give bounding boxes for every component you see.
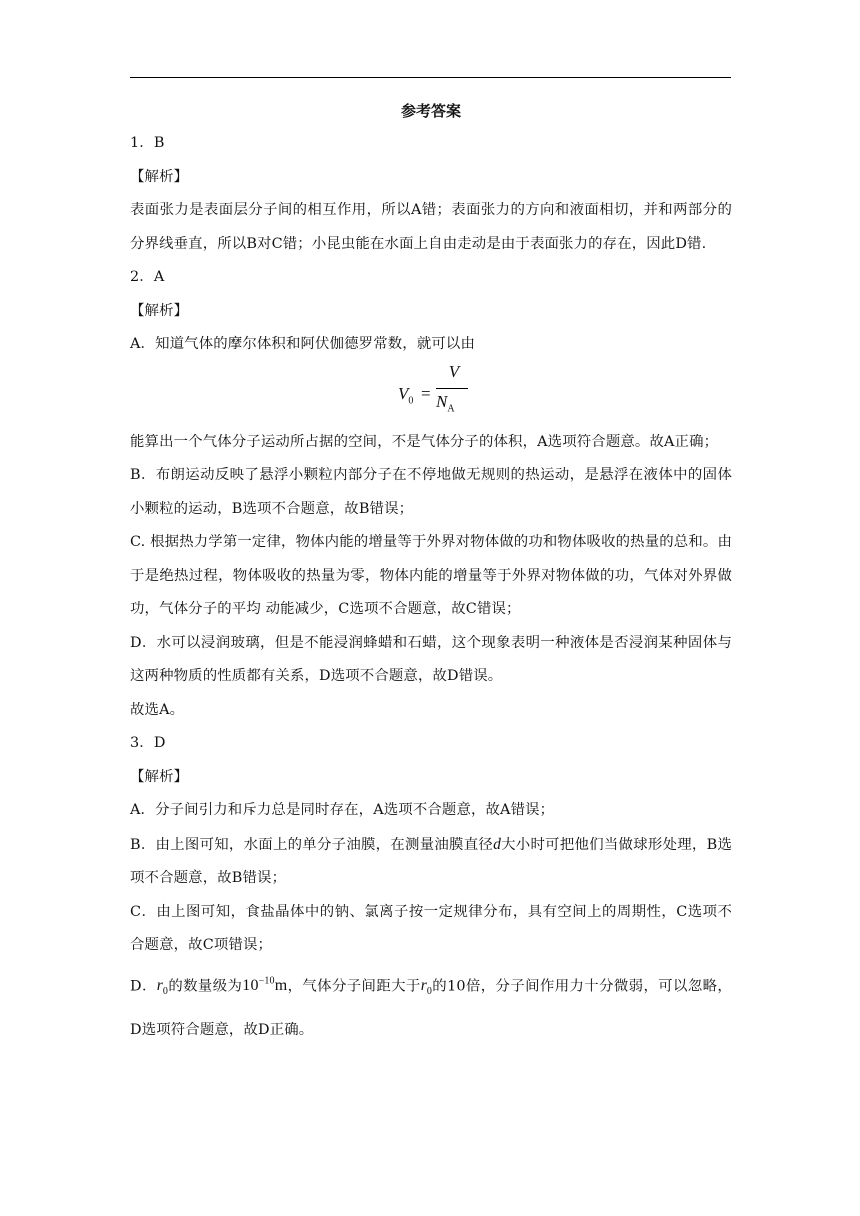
- q2-option-a-intro: A．知道气体的摩尔体积和阿伏伽德罗常数，就可以由: [130, 336, 475, 352]
- q2-option-b: B．布朗运动反映了悬浮小颗粒内部分子在不停地做无规则的热运动，是悬浮在液体中的固体小颗粒的运动，B选项不合题意，故B错误；: [130, 467, 732, 517]
- q2-option-a-rest: 能算出一个气体分子运动所占据的空间，不是气体分子的体积，A选项符合题意。故A正确；: [130, 433, 719, 450]
- formula-denominator: $N_A$: [436, 391, 455, 414]
- q3-option-c: C．由上图可知，食盐晶体中的钠、氯离子按一定规律分布，具有空间上的周期性，C选项不合题意，故C项错误；: [130, 903, 732, 953]
- q3-answer: 3．D: [130, 735, 166, 751]
- header-rule: [130, 77, 731, 78]
- q3-option-b: B．由上图可知，水面上的单分子油膜，在测量油膜直径d大小时可把他们当做球形处理，B选项不合题意，故B错误；: [130, 835, 733, 886]
- q3-analysis-tag: 【解析】: [130, 768, 189, 785]
- q2-conclusion: 故选A。: [130, 701, 185, 718]
- page-title: 参考答案: [400, 102, 461, 120]
- formula-numerator: V: [448, 361, 460, 381]
- r0-symbol-2: $r_0$: [420, 976, 433, 997]
- fraction-bar: [436, 388, 468, 389]
- q1-answer: 1．B: [130, 135, 165, 151]
- order-of-magnitude: $10^{-10}m$: [242, 975, 288, 994]
- answer-document: [130, 100, 732, 1049]
- formula-equals: =: [421, 383, 431, 403]
- q3-option-d: D．$r_0$的数量级为$10^{-10}m$，气体分子间距大于$r_0$的10倍，分子间作用力十分微弱，可以忽略，D选项符合题意，故D正确。: [130, 975, 732, 1038]
- molecular-volume-formula: [130, 362, 732, 426]
- formula-lhs: $V_0$: [398, 383, 414, 406]
- q2-option-d: D．水可以浸润玻璃，但是不能浸润蜂蜡和石蜡，这个现象表明一种液体是否浸润某种固体与这两种物质的性质都有关系，D选项不合题意，故D错误。: [130, 634, 732, 684]
- q1-analysis-body: 表面张力是表面层分子间的相互作用，所以A错；表面张力的方向和液面相切，并和两部分的分界线垂直，所以B对C错；小昆虫能在水面上自由走动是由于表面张力的存在，因此D错.: [130, 202, 732, 252]
- diameter-variable: d: [493, 835, 501, 853]
- q2-option-c: C. 根据热力学第一定律，物体内能的增量等于外界对物体做的功和物体吸收的热量的总和。由于是绝热过程，物体吸收的热量为零，物体内能的增量等于外界对物体做的功，气体对外界做功，气体分子的平均 动能减少，C选项不合题意，故C错误；: [130, 534, 732, 617]
- q2-answer: 2．A: [130, 269, 165, 285]
- q3-option-a: A．分子间引力和斥力总是同时存在，A选项不合题意，故A错误；: [130, 802, 555, 818]
- q2-analysis-tag: 【解析】: [130, 302, 189, 319]
- q1-analysis-tag: 【解析】: [130, 168, 189, 185]
- r0-symbol: $r_0$: [156, 976, 169, 997]
